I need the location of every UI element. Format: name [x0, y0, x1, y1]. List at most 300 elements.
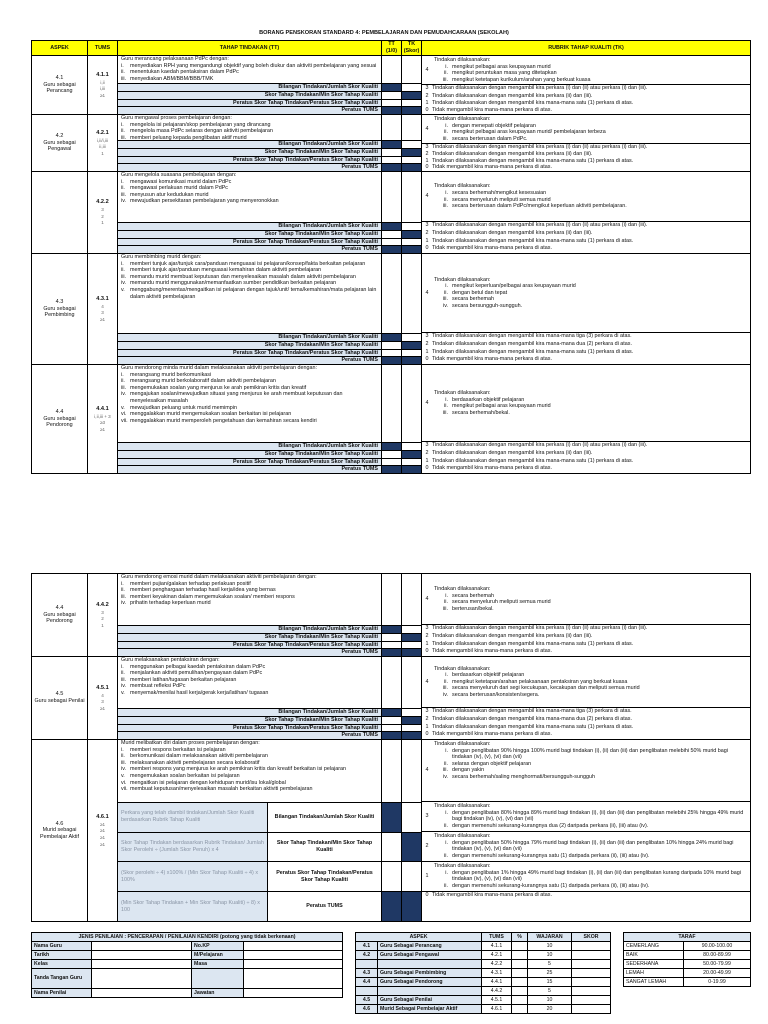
level-number: 2 — [425, 715, 429, 722]
tk-sum-cell[interactable] — [402, 861, 421, 891]
tk-sum-cell[interactable] — [402, 450, 421, 458]
tahap-item — [118, 753, 381, 760]
item-text: mengawasi perlakuan murid dalam PdPc — [130, 185, 228, 192]
item-text: memberi latihan/tugasan berkaitan pelajaran — [130, 676, 237, 683]
rubric-line-text: Tindakan dilaksanakan dengan mengambil kira mana-mana satu (1) perkara di atas. — [432, 99, 634, 106]
tahap-item — [118, 677, 381, 684]
tk-sum-cell[interactable] — [402, 356, 421, 364]
rubric-item — [434, 685, 748, 692]
score-percent[interactable] — [512, 987, 528, 996]
tt-sum-cell[interactable] — [382, 450, 401, 458]
rubric-lead: Tindakan dilaksanakan: — [434, 389, 491, 396]
tums-threshold: 3 — [101, 699, 104, 705]
tahap-top — [118, 574, 381, 625]
level-4: 4 — [425, 125, 429, 132]
item-roman: i. — [121, 663, 124, 670]
rubric-level-4 — [422, 365, 750, 442]
item-roman: iv. — [121, 391, 126, 398]
rubric-roman: ii. — [444, 882, 448, 889]
tt-sum-cell[interactable] — [382, 641, 401, 649]
tt-column — [382, 657, 402, 739]
sum-label-min: Skor Tahap Tindakan/Min Skor Tahap Kualiti — [118, 450, 381, 458]
tahap-lead: Guru mendorong emosi murid dalam melaksanakan aktiviti pembelajaran dengan: — [121, 574, 317, 580]
rubric-line-text: Tidak mengambil kira mana-mana perkara di atas. — [432, 648, 552, 655]
tahap-item — [118, 280, 381, 287]
tahap-item — [118, 581, 381, 588]
score-row — [356, 978, 611, 987]
tahap-lead: Guru mendorong minda murid dalam melaksanakan aktiviti pembelajaran dengan: — [121, 365, 317, 371]
item-text: mengelola masa PdPc selaras dengan aktiviti pembelajaran — [130, 128, 273, 135]
taraf-row — [624, 978, 751, 987]
score-skor[interactable] — [572, 951, 611, 960]
tahap-top — [118, 657, 381, 708]
rubric-level-1 — [422, 724, 750, 732]
item-roman: i. — [121, 178, 124, 185]
tahap-item — [118, 287, 381, 300]
rubric-roman: i. — [445, 396, 448, 403]
tk-sum-cell[interactable] — [402, 222, 421, 230]
tk-sum-cell[interactable] — [402, 716, 421, 724]
aspek-number: 4.4 — [55, 409, 64, 415]
tahap-item — [118, 274, 381, 281]
score-tums: 4.4.2 — [482, 987, 512, 996]
tums-threshold: 4 — [101, 692, 104, 698]
sum-label-peratus: Peratus Skor Tahap Tindakan/Peratus Skor Tahap Kualiti — [118, 641, 381, 649]
taraf-name: SEDERHANA — [624, 960, 684, 969]
item-text: menggunakan pelbagai kaedah pentaksiran dalam PdPc — [130, 663, 266, 670]
tk-sum-cell[interactable] — [402, 641, 421, 649]
rubric-text: secara berhemah/mengikut kesesuaian — [452, 190, 547, 197]
rubric-level-2 — [422, 450, 750, 458]
tk-column — [402, 657, 422, 739]
score-skor[interactable] — [572, 942, 611, 951]
tk-sum-cell[interactable] — [402, 458, 421, 466]
rubric-body — [432, 802, 750, 831]
score-wajaran: 15 — [528, 978, 572, 987]
info-value[interactable] — [92, 951, 192, 960]
item-text: menyediakan RPH yang mengandungi objektif yang boleh diukur dan aktiviti pembelajaran yang sesuai — [130, 62, 377, 69]
rubric-text: secara menyeluruh dari segi kecukupan, kecakupan dan meliputi semua murid — [452, 685, 640, 692]
rubric-line-text: Tidak mengambil kira mana-mana perkara di atas. — [432, 892, 552, 898]
score-skor[interactable] — [572, 969, 611, 978]
tt-sum-cell[interactable] — [382, 891, 401, 921]
tums-cell — [88, 740, 118, 921]
tk-sum-cell[interactable] — [402, 341, 421, 349]
item-roman: v. — [121, 404, 125, 411]
sum-label-tums: Peratus TUMS — [118, 106, 381, 114]
grey-formula: (Min Skor Tahap Tindakan + Min Skor Tahap Kualiti) ÷ 8) x 100 — [118, 892, 268, 921]
info-value[interactable] — [244, 942, 343, 951]
tt-sum-cell[interactable] — [382, 465, 401, 473]
info-value[interactable] — [244, 960, 343, 969]
tt-body — [382, 365, 401, 442]
rubric-text: dengan memenuhi sekurang-kurangnya satu (1) daripada perkara (ii), (iii) atau (iv). — [452, 882, 650, 889]
tk-sum-cell[interactable] — [402, 731, 421, 739]
tk-sum-cell[interactable] — [402, 802, 421, 832]
item-roman: ii. — [121, 378, 125, 385]
tt-sum-cell[interactable] — [382, 648, 401, 656]
rubric-body — [432, 862, 750, 891]
info-label: Tanda Tangan Guru — [32, 969, 92, 989]
rubric-item — [434, 190, 748, 197]
sum-label-peratus: Peratus Skor Tahap Tindakan/Peratus Skor Tahap Kualiti — [118, 349, 381, 357]
info-value[interactable] — [244, 969, 343, 989]
tk-sum-cell[interactable] — [402, 230, 421, 238]
tt-sum-cell[interactable] — [382, 458, 401, 466]
score-aspek-name: Guru Sebagai Perancang — [378, 942, 482, 951]
item-roman: iii. — [121, 191, 127, 198]
rubric-level-3 — [422, 333, 750, 341]
tk-sum-cell[interactable] — [402, 465, 421, 473]
tt-sum-cell[interactable] — [382, 83, 401, 91]
score-percent[interactable] — [512, 978, 528, 987]
level-4: 4 — [425, 193, 429, 200]
aspek-number: 4.6 — [55, 820, 64, 827]
tt-sum-cell[interactable] — [382, 341, 401, 349]
score-percent[interactable] — [512, 1005, 528, 1014]
rubric-item — [434, 123, 748, 130]
tt-sum-cell[interactable] — [382, 163, 401, 171]
level-number: 3 — [425, 144, 429, 151]
tt-sum-cell[interactable] — [382, 156, 401, 164]
aspek-name: Guru sebagai Pendorong — [43, 415, 76, 429]
tt-sum-cell[interactable] — [382, 91, 401, 99]
form-title: BORANG PENSKORAN STANDARD 4: PEMBELAJARAN DAN PEMUDAHCARAAN (SEKOLAH) — [259, 30, 509, 36]
rubric-level-2 — [422, 832, 750, 862]
level-number: 0 — [425, 245, 429, 252]
level-number: 2 — [425, 340, 429, 347]
tk-column — [402, 740, 422, 921]
tt-sum-cell[interactable] — [382, 625, 401, 633]
score-row — [356, 960, 611, 969]
info-label: Tarikh — [32, 951, 92, 960]
tt-sum-cell[interactable] — [382, 99, 401, 107]
rubric-body — [432, 574, 750, 624]
taraf-row — [624, 969, 751, 978]
aspek-number: 4.5 — [55, 691, 64, 698]
score-wajaran: 5 — [528, 960, 572, 969]
tahap-item — [118, 418, 381, 425]
rubric-lead: Tindakan dilaksanakan: — [434, 863, 491, 869]
score-percent[interactable] — [512, 996, 528, 1005]
tahap-lead: Guru mengelola suasana pembelajaran dengan: — [121, 172, 237, 178]
item-text: menggalakkan murid memperoleh pengetahuan dan kemahiran secara kendiri — [130, 417, 317, 424]
item-roman: ii. — [121, 670, 125, 677]
tt-sum-cell[interactable] — [382, 222, 401, 230]
tums-threshold: ≥1 — [99, 705, 106, 711]
tk-body — [402, 56, 421, 83]
rubric-level-1 — [422, 238, 750, 246]
tt-sum-cell[interactable] — [382, 633, 401, 641]
sum-label-peratus: Peratus Skor Tahap Tindakan/Peratus Skor Tahap Kualiti — [118, 156, 381, 164]
info-value[interactable] — [92, 942, 192, 951]
rubric-item — [434, 679, 748, 686]
tk-sum-cell[interactable] — [402, 238, 421, 246]
tk-sum-cell[interactable] — [402, 106, 421, 114]
rubric-lead: Tindakan dilaksanakan: — [434, 183, 491, 190]
tums-threshold: 1 — [101, 220, 104, 226]
tahap-item — [118, 594, 381, 601]
tk-sum-cell[interactable] — [402, 140, 421, 148]
info-value[interactable] — [92, 989, 192, 998]
rubric-level-0 — [422, 648, 750, 656]
score-skor[interactable] — [572, 978, 611, 987]
rubric-level-2 — [422, 633, 750, 641]
rubric-level-3 — [422, 144, 750, 151]
item-roman: iii. — [121, 676, 127, 683]
tk-sum-cell[interactable] — [402, 625, 421, 633]
rubric-level-3 — [422, 708, 750, 716]
rubric-line-text: Tindakan dilaksanakan dengan mengambil kira mana-mana satu (1) perkara di atas. — [432, 237, 634, 244]
tahap-item — [118, 690, 381, 697]
info-value[interactable] — [92, 969, 192, 989]
tahap-item — [118, 76, 381, 83]
item-roman: i. — [121, 371, 124, 378]
rubric-level-0 — [422, 245, 750, 253]
rubric-text: secara menyeluruh meliputi semua murid — [452, 599, 551, 606]
tk-sum-cell[interactable] — [402, 156, 421, 164]
score-aspek-num — [356, 960, 378, 969]
item-roman: vii. — [121, 786, 128, 793]
item-text: menjalankan aktiviti pemulihan/pengayaan dalam PdPc — [130, 670, 263, 677]
tt-sum-cell[interactable] — [382, 708, 401, 716]
tahap-cell — [118, 115, 382, 171]
tk-sum-cell[interactable] — [402, 91, 421, 99]
item-text: membuat keputusan/menyelesaikan masalah berkaitan aktiviti pembelajaran — [130, 786, 313, 793]
tk-sum-cell[interactable] — [402, 99, 421, 107]
tt-sum-cell[interactable] — [382, 106, 401, 114]
aspek-name: Guru sebagai Pengawal — [43, 139, 76, 153]
level-number: 2 — [425, 843, 429, 850]
tt-column — [382, 56, 402, 114]
rubric-body — [432, 365, 750, 441]
rubric-text: dengan memenuhi sekurang-kurangnya satu (1) daripada perkara (ii), (iii) atau (iv). — [452, 852, 650, 859]
aspek-number: 4.1 — [55, 75, 64, 81]
rubric-roman: ii. — [444, 196, 448, 203]
scoring-sheet-1 — [31, 40, 751, 474]
tums-threshold: ≥1 — [99, 92, 106, 98]
rubric-level-1 — [422, 862, 750, 892]
taraf-name: BAIK — [624, 951, 684, 960]
rubric-roman: ii. — [444, 760, 448, 767]
col-tk: TK (Skor) — [402, 41, 422, 55]
score-row — [356, 951, 611, 960]
tt-sum-cell[interactable] — [382, 140, 401, 148]
rubric-item — [434, 70, 748, 77]
tahap-cell — [118, 740, 382, 921]
item-text: merangsang murid berkomunikasi — [130, 371, 212, 378]
sum-label-tums: Peratus TUMS — [118, 648, 381, 656]
tk-sum-cell[interactable] — [402, 832, 421, 862]
tt-sum-cell[interactable] — [382, 861, 401, 891]
score-skor[interactable] — [572, 987, 611, 996]
level-number: 3 — [425, 708, 429, 715]
item-text: memberi tunjuk ajar/panduan menguasai kemahiran dalam aktiviti pembelajaran — [130, 267, 322, 274]
tt-sum-cell[interactable] — [382, 442, 401, 450]
level-number: 2 — [425, 92, 429, 99]
rubric-item — [434, 403, 748, 410]
item-text: menyemak/menilai hasil kerja/gerak kerja/latihan/ tugasan — [130, 689, 269, 696]
sum-label-min: Skor Tahap Tindakan/Min Skor Tahap Kualiti — [118, 91, 381, 99]
level-number: 1 — [425, 157, 429, 164]
rubric-text: secara berhemah/saling menghormati/bersungguh-sungguh — [452, 773, 595, 780]
rubric-item — [434, 692, 748, 699]
tk-column — [402, 574, 422, 656]
tk-sum-cell[interactable] — [402, 648, 421, 656]
grey-formula: Skor Tahap Tindakan berdasarkan Rubrik Tindakan/ Jumlah Skor Perolehi ÷ (Jumlah Skor Penuh) x 4 — [118, 833, 268, 862]
tt-sum-cell[interactable] — [382, 148, 401, 156]
taraf-row — [624, 960, 751, 969]
info-value[interactable] — [244, 951, 343, 960]
scoring-sheet-2 — [31, 573, 751, 922]
tk-sum-cell[interactable] — [402, 83, 421, 91]
item-text: menentukan kaedah pentaksiran dalam PdPc — [130, 69, 239, 76]
tahap-item — [118, 372, 381, 379]
tahap-item — [118, 128, 381, 135]
rubric-line-text: Tidak mengambil kira mana-mana perkara di atas. — [432, 465, 552, 472]
rubric-level-1 — [422, 158, 750, 165]
sum-label-peratus: Peratus Skor Tahap Tindakan/Peratus Skor Tahap Kualiti — [118, 724, 381, 732]
score-aspek-name: Guru Sebagai Pengawal — [378, 951, 482, 960]
rubric-lead: Tindakan dilaksanakan: — [434, 833, 491, 839]
tahap-item — [118, 670, 381, 677]
info-value[interactable] — [244, 989, 343, 998]
rubric-text: dengan yakin — [452, 767, 485, 774]
tk-sum-cell[interactable] — [402, 148, 421, 156]
score-row — [356, 987, 611, 996]
rubric-item — [434, 64, 748, 71]
tums-threshold: i,ii — [100, 79, 105, 85]
tt-sum-cell[interactable] — [382, 349, 401, 357]
col-aspek: ASPEK — [32, 41, 88, 55]
aspek-name: Guru sebagai Perancang — [43, 81, 76, 95]
tahap-item — [118, 122, 381, 129]
aspek-cell — [32, 115, 88, 171]
item-text: memandu murid membuat keputusan dan menyelesaikan masalah dalam aktiviti pembelajaran — [130, 273, 356, 280]
item-roman: ii. — [121, 267, 125, 274]
score-wajaran: 20 — [528, 1005, 572, 1014]
tt-sum-cell[interactable] — [382, 333, 401, 341]
rubric-item — [434, 593, 748, 600]
tums-threshold: ≥1 — [99, 316, 106, 322]
rubric-level-2 — [422, 230, 750, 238]
aspek-cell — [32, 172, 88, 253]
tk-sum-cell[interactable] — [402, 708, 421, 716]
rubric-item — [434, 761, 748, 768]
tk-sum-cell[interactable] — [402, 245, 421, 253]
table-header — [31, 40, 751, 56]
tahap-item — [118, 261, 381, 268]
rubric-item — [434, 853, 748, 860]
aspek-cell — [32, 657, 88, 739]
score-aspek-name: Guru Sebagai Pembimbing — [378, 969, 482, 978]
tums-threshold: ≥1 — [99, 821, 106, 827]
rubric-item — [434, 767, 748, 774]
tk-sum-cell[interactable] — [402, 333, 421, 341]
score-percent[interactable] — [512, 960, 528, 969]
tt-sum-cell[interactable] — [382, 716, 401, 724]
score-wajaran: 25 — [528, 969, 572, 978]
tahap-lead: Guru mengawal proses pembelajaran dengan: — [121, 115, 232, 121]
level-number: 2 — [425, 229, 429, 236]
level-number: 2 — [425, 151, 429, 158]
tt-sum-cell[interactable] — [382, 356, 401, 364]
item-roman: v. — [121, 689, 125, 696]
tt-body — [382, 172, 401, 222]
tt-sum-cell[interactable] — [382, 724, 401, 732]
sum-row — [118, 891, 381, 921]
tk-column — [402, 56, 422, 114]
sum-label-min: Skor Tahap Tindakan/Min Skor Tahap Kualiti — [118, 341, 381, 349]
item-roman: v. — [121, 286, 125, 293]
score-skor[interactable] — [572, 1005, 611, 1014]
rubric-level-4 — [422, 56, 750, 85]
rubric-item — [434, 197, 748, 204]
tk-sum-cell[interactable] — [402, 349, 421, 357]
rubric-item — [434, 606, 748, 613]
level-number: 2 — [425, 632, 429, 639]
rubric-item — [434, 397, 748, 404]
tk-sum-cell[interactable] — [402, 891, 421, 921]
score-skor[interactable] — [572, 996, 611, 1005]
aspek-name: Guru sebagai Pendorong — [43, 611, 76, 625]
tums-code: 4.2.2 — [96, 199, 109, 206]
tt-sum-cell[interactable] — [382, 802, 401, 832]
rubric-level-0 — [422, 164, 750, 171]
tt-column — [382, 365, 402, 473]
tt-sum-cell[interactable] — [382, 731, 401, 739]
rubric-cell — [422, 254, 750, 364]
tt-sum-cell[interactable] — [382, 832, 401, 862]
tahap-item — [118, 747, 381, 754]
rubric-text: selaras dengan objektif pelajaran — [452, 760, 532, 767]
aspek-cell — [32, 574, 88, 656]
rubric-line-text: Tindakan dilaksanakan dengan mengambil kira mana-mana satu (1) perkara di atas. — [432, 348, 634, 355]
tk-column — [402, 254, 422, 364]
tums-threshold: 3 — [101, 207, 104, 213]
item-text: mewujudkan peluang untuk murid memimpin — [130, 404, 237, 411]
rubric-body — [432, 254, 750, 332]
tahap-cell — [118, 172, 382, 253]
rubric-text: mengikut keperluan/pelbagai aras keupayaan murid — [452, 283, 576, 290]
tt-sum-cell[interactable] — [382, 230, 401, 238]
info-value[interactable] — [92, 960, 192, 969]
tt-sum-cell[interactable] — [382, 245, 401, 253]
rubric-roman: iii. — [442, 135, 448, 142]
tk-sum-cell[interactable] — [402, 724, 421, 732]
rubric-item — [434, 840, 748, 853]
tk-sum-cell[interactable] — [402, 163, 421, 171]
tums-cell — [88, 172, 118, 253]
tums-threshold: 3 — [101, 609, 104, 615]
tk-column — [402, 115, 422, 171]
rubric-lead: Tindakan dilaksanakan: — [434, 57, 491, 63]
score-percent[interactable] — [512, 951, 528, 960]
info-label — [192, 969, 244, 989]
score-aspek-name: Guru Sebagai Pendorong — [378, 978, 482, 987]
score-skor[interactable] — [572, 960, 611, 969]
tk-sum-cell[interactable] — [402, 633, 421, 641]
tk-sum-cell[interactable] — [402, 442, 421, 450]
taraf-table — [623, 932, 751, 987]
tt-sum-cell[interactable] — [382, 238, 401, 246]
score-percent[interactable] — [512, 942, 528, 951]
score-percent[interactable] — [512, 969, 528, 978]
level-number: 3 — [425, 222, 429, 229]
tahap-item — [118, 786, 381, 793]
level-number: 1 — [425, 723, 429, 730]
item-text: mengemukakan soalan berkaitan isi pelajaran — [130, 772, 240, 779]
